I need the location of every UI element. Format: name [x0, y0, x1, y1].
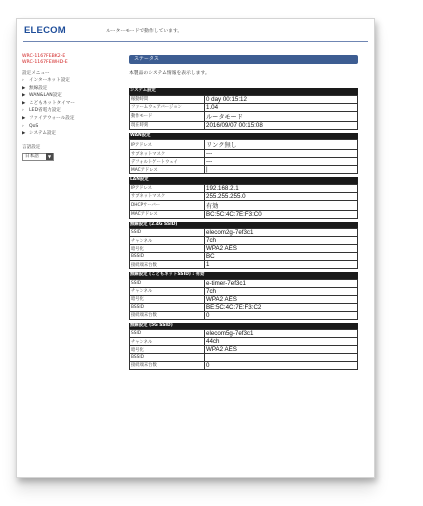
language-value: 日本語 [25, 153, 39, 159]
row-value: 0 [205, 361, 358, 369]
row-key: MACアドレス [130, 210, 205, 218]
row-value: 0 [205, 311, 358, 319]
triangle-right-icon: ▶ [22, 115, 26, 121]
table-row [130, 346, 358, 354]
table-row [130, 184, 358, 192]
table-row [130, 200, 358, 210]
table-row [130, 229, 358, 237]
section-header: WAN設定 [129, 133, 358, 140]
sidebar-item-label: 無線設定 [29, 85, 48, 91]
row-value: 0 day 00:15:12 [205, 95, 358, 103]
table-row [130, 295, 358, 303]
table-row [130, 330, 358, 338]
table-row [130, 311, 358, 319]
table-row [130, 245, 358, 253]
row-key: DHCPサーバー [130, 200, 205, 210]
row-value: WPA2 AES [205, 295, 358, 303]
row-key: 現在時刻 [130, 121, 205, 129]
sidebar-item-label: システム設定 [29, 131, 57, 137]
row-key: 暗号化 [130, 295, 205, 303]
row-value: 7ch [205, 287, 358, 295]
status-table [129, 139, 358, 174]
table-row [130, 150, 358, 158]
table-row [130, 103, 358, 111]
sidebar-item-label: QoS [29, 123, 39, 129]
section-header: システム設定 [129, 88, 358, 95]
triangle-right-icon: ▶ [22, 85, 26, 91]
sidebar-item[interactable] [22, 123, 117, 131]
row-value: 1.04 [205, 103, 358, 111]
row-value: 44ch [205, 338, 358, 346]
sidebar-item[interactable] [22, 100, 117, 108]
row-key: 接続端末台数 [130, 261, 205, 269]
section-header: LAN設定 [129, 177, 358, 184]
row-key: IPアドレス [130, 184, 205, 192]
table-row [130, 111, 358, 121]
sidebar-item-label: WAN&LAN設定 [29, 93, 62, 99]
language-select[interactable] [22, 153, 54, 161]
row-key: デフォルトゲートウェイ [130, 158, 205, 166]
row-value [205, 354, 358, 362]
section-header: 無線設定 (こどもネットSSID) : 有効 [129, 272, 358, 279]
table-row [130, 210, 358, 218]
row-key: 暗号化 [130, 346, 205, 354]
row-key: 暗号化 [130, 245, 205, 253]
row-value: | [205, 166, 358, 174]
row-key: 稼動時間 [130, 95, 205, 103]
row-key: サブネットマスク [130, 192, 205, 200]
operating-mode-text: ルーターモードで動作しています。 [106, 29, 183, 34]
row-key: SSID [130, 330, 205, 338]
language-label: 言語設定 [22, 144, 41, 150]
table-row [130, 192, 358, 200]
row-key: 接続端末台数 [130, 311, 205, 319]
status-table [129, 329, 358, 370]
row-value: BC:5C:4C:7E:F3:C0 [205, 210, 358, 218]
table-row [130, 261, 358, 269]
model-name-1: WRC-1167FEBK2-E [22, 54, 66, 59]
row-key: 接続端末台数 [130, 361, 205, 369]
row-key: SSID [130, 229, 205, 237]
row-key: チャンネル [130, 237, 205, 245]
sidebar-item[interactable] [22, 107, 117, 115]
row-value: WPA2 AES [205, 346, 358, 354]
sidebar-item[interactable] [22, 130, 117, 138]
sidebar [22, 54, 117, 161]
row-key: MACアドレス [130, 166, 205, 174]
page-description: 本製品のシステム情報を表示します。 [129, 71, 210, 76]
table-row [130, 303, 358, 311]
sidebar-item-label: ファイアウォール設定 [29, 115, 75, 121]
row-value: WPA2 AES [205, 245, 358, 253]
status-table [129, 228, 358, 269]
table-row [130, 279, 358, 287]
row-value: --- [205, 158, 358, 166]
main-content [129, 55, 358, 370]
status-table [129, 95, 358, 130]
menu-title: 設定メニュー [22, 71, 50, 76]
triangle-right-icon: ▶ [22, 93, 26, 99]
chevron-down-icon: ▼ [47, 154, 52, 160]
table-row [130, 253, 358, 261]
top-bar [17, 19, 374, 45]
row-key: BSSID [130, 354, 205, 362]
header-divider [23, 41, 368, 42]
row-key: チャンネル [130, 338, 205, 346]
chevron-right-icon: › [22, 78, 24, 83]
row-value: 1 [205, 261, 358, 269]
row-value: 255.255.255.0 [205, 192, 358, 200]
row-key: BSSID [130, 303, 205, 311]
table-row [130, 237, 358, 245]
table-row [130, 95, 358, 103]
row-value: e-timer-7ef3c1 [205, 279, 358, 287]
row-key: SSID [130, 279, 205, 287]
status-table [129, 184, 358, 219]
section-header: 無線設定 (5G SSID) [129, 323, 358, 330]
model-name-2: WRC-1167FEWHD-E [22, 60, 68, 65]
tab-status[interactable]: ステータス [129, 55, 358, 64]
triangle-right-icon: ▶ [22, 131, 26, 137]
row-value: 有効 [205, 200, 358, 210]
row-key: BSSID [130, 253, 205, 261]
row-key: 動作モード [130, 111, 205, 121]
table-row [130, 158, 358, 166]
row-value: BE:5C:4C:7E:F3:C2 [205, 303, 358, 311]
table-row [130, 354, 358, 362]
sidebar-item[interactable] [22, 115, 117, 123]
table-row [130, 140, 358, 150]
row-value: elecom2g-7ef3c1 [205, 229, 358, 237]
row-key: IPアドレス [130, 140, 205, 150]
elecom-logo: ELECOM [24, 25, 66, 36]
table-row [130, 287, 358, 295]
row-value: ルータモード [205, 111, 358, 121]
sidebar-item[interactable] [22, 85, 117, 93]
table-row [130, 121, 358, 129]
table-row [130, 361, 358, 369]
row-value: 192.168.2.1 [205, 184, 358, 192]
status-tables [129, 88, 358, 370]
row-key: チャンネル [130, 287, 205, 295]
table-row [130, 166, 358, 174]
sidebar-item-label: こどもネットタイマー [29, 100, 75, 106]
sidebar-item[interactable] [22, 77, 117, 85]
browser-page [16, 18, 375, 478]
row-key: サブネットマスク [130, 150, 205, 158]
triangle-right-icon: ▶ [22, 100, 26, 106]
chevron-right-icon: › [22, 123, 24, 129]
row-value: 2016/09/07 00:15:08 [205, 121, 358, 129]
chevron-right-icon: › [22, 108, 24, 114]
table-row [130, 338, 358, 346]
settings-menu [22, 77, 117, 138]
row-value: リンク無し [205, 140, 358, 150]
sidebar-item-label: インターネット設定 [29, 78, 70, 83]
sidebar-item-label: LED省電力設定 [29, 108, 61, 114]
row-value: elecom5g-7ef3c1 [205, 330, 358, 338]
row-value: 7ch [205, 237, 358, 245]
sidebar-item[interactable] [22, 92, 117, 100]
row-value: --- [205, 150, 358, 158]
section-header: 無線設定 (2.4G SSID) [129, 222, 358, 229]
row-value: BC [205, 253, 358, 261]
row-key: ファームウェアバージョン [130, 103, 205, 111]
status-table [129, 279, 358, 320]
